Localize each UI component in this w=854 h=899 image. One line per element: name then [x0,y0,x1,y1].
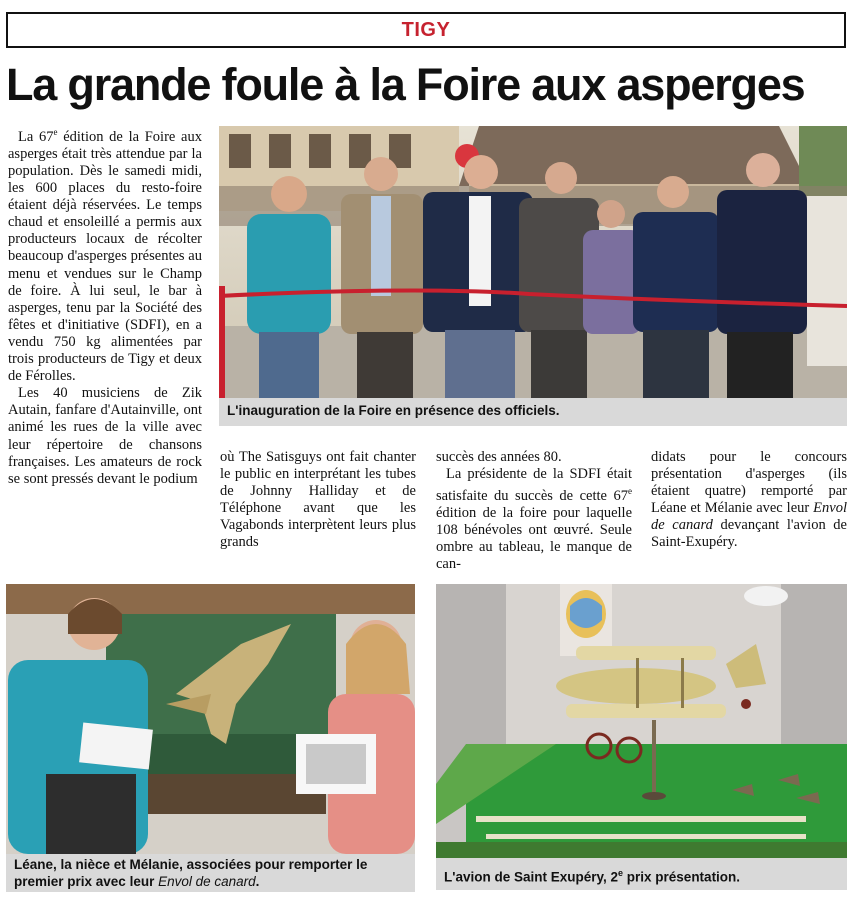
article-column-4 [651,449,847,552]
text-run: devançant l'avion de Saint-Exupéry. [651,517,847,551]
italic-title: Envol de canard [651,500,847,534]
superscript: e [628,486,632,497]
caption-plane-text-end: prix présentation. [623,869,741,885]
text-run: La 67 [18,128,54,145]
article-column-2 [220,449,416,552]
caption-duck-italic: Envol de canard [158,874,256,889]
caption-plane-text: L'avion de Saint Exupéry, 2 [444,869,619,885]
caption-plane [436,858,847,890]
text-run: La présidente de la SDFI était satisfaite du succès de cette 67 [436,466,632,505]
inauguration-photo [219,126,847,398]
paragraph-musicians: Les 40 musiciens de Zik Autain, fanfare d'Autainville, ont animé les rues de la ville avec leur répertoire de chansons françaises. Les amateurs de rock se sont pressés devant le podium [8,385,202,487]
caption-duck-period: . [255,874,260,889]
plane-photo-image [436,584,847,858]
inauguration-photo-image [219,126,847,398]
caption-duck-text: Léane, la nièce et Mélanie, associées pour remporter le premier prix avec leur [14,857,368,889]
article-column-3 [436,449,632,573]
paragraph-intro [8,124,202,385]
caption-inauguration-text: L'inauguration de la Foire en présence des officiels. [227,403,560,418]
text-run: édition de la foire pour laquelle 108 bénévoles ont œuvré. Seule ombre au tableau, le manque de can- [436,505,632,573]
duck-photo [6,584,415,854]
superscript: e [618,868,624,878]
article-headline: La grande foule à la Foire aux asperges [6,59,805,110]
caption-duck [6,854,415,892]
section-kicker-label: TIGY [401,19,451,41]
text-run: édition de la Foire aux asperges était très attendue par la population. Dès le samedi midi, les 600 places du resto-foire étaient déjà réservées. Le temps chaud et ensoleillé a permis aux producteurs locaux de récolter beaucoup d'asperges présentes au menu et vendues sur le Champ de foire. À lui seul, le bar à asperges, tenu par la Société des fêtes et d'initiative (SDFI), en a vendu 750 kg alimentées par trois producteurs de Tigy et deux de Férolles. [8,128,202,385]
caption-inauguration [219,398,847,426]
paragraph-contest [651,449,847,552]
superscript: e [53,127,58,137]
text-run: didats pour le concours présentation d'asperges (ils étaient quatre) remporté par Léane et Mélanie avec leur [651,449,847,517]
section-kicker [6,12,846,48]
paragraph-success: succès des années 80. [436,449,562,465]
paragraph-concert: où The Satisguys ont fait chanter le public en interprétant les tubes de Johnny Halliday et de Téléphone avant que les Vagabonds interprètent leurs plus grands [220,449,416,551]
duck-photo-image [6,584,415,854]
article-column-1 [8,124,202,488]
plane-photo [436,584,847,858]
paragraph-president [436,466,632,573]
